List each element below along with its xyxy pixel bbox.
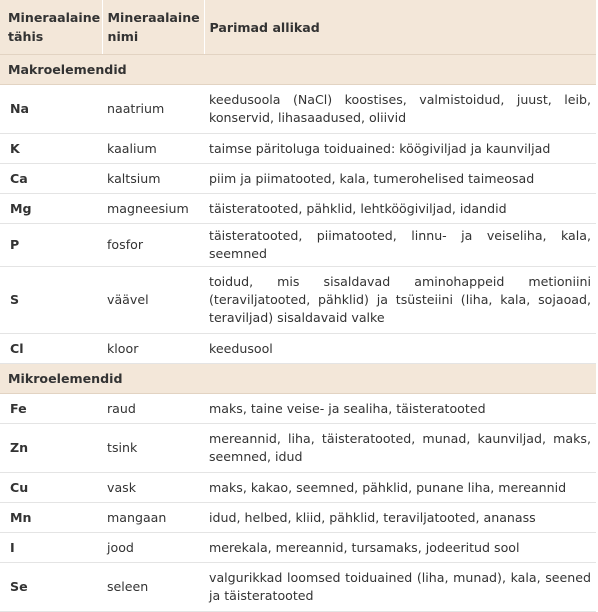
section-title-micro: Mikroelemendid [0,364,596,394]
mineral-name: tsink [102,424,204,473]
table-row [0,424,596,473]
mineral-name: jood [102,533,204,563]
section-row-micro [0,364,596,394]
mineral-symbol: S [0,267,102,334]
mineral-symbol: Se [0,563,102,612]
header-sources: Parimad allikad [204,0,596,55]
table-row [0,85,596,134]
table-row [0,134,596,164]
mineral-sources: maks, taine veise- ja sealiha, täisteratooted [204,394,596,424]
table-row [0,164,596,194]
mineral-sources: keedusool [204,334,596,364]
mineral-sources: keedusoola (NaCl) koostises, valmistoidud, juust, leib, konservid, lihasaadused, oliivid [204,85,596,134]
mineral-sources: täisteratooted, pähklid, lehtköögiviljad, idandid [204,194,596,224]
section-title-macro: Makroelemendid [0,55,596,85]
mineral-name: väävel [102,267,204,334]
mineral-symbol: Cu [0,473,102,503]
mineral-symbol: Mg [0,194,102,224]
mineral-name: kaalium [102,134,204,164]
table-row [0,334,596,364]
mineral-name: magneesium [102,194,204,224]
mineral-sources: idud, helbed, kliid, pähklid, teraviljatooted, ananass [204,503,596,533]
mineral-sources: maks, kakao, seemned, pähklid, punane liha, mereannid [204,473,596,503]
header-name: Mineraalaine nimi [102,0,204,55]
mineral-sources: valgurikkad loomsed toiduained (liha, munad), kala, seened ja täisteratooted [204,563,596,612]
mineral-sources: merekala, mereannid, tursamaks, jodeeritud sool [204,533,596,563]
table-row [0,533,596,563]
table-row [0,194,596,224]
mineral-symbol: Mn [0,503,102,533]
mineral-name: vask [102,473,204,503]
mineral-symbol: Fe [0,394,102,424]
mineral-symbol: Cl [0,334,102,364]
table-row [0,267,596,334]
mineral-name: fosfor [102,224,204,267]
mineral-name: mangaan [102,503,204,533]
mineral-symbol: Ca [0,164,102,194]
mineral-name: naatrium [102,85,204,134]
table-row [0,394,596,424]
mineral-sources: piim ja piimatooted, kala, tumerohelised taimeosad [204,164,596,194]
mineral-sources: täisteratooted, piimatooted, linnu- ja veiseliha, kala, seemned [204,224,596,267]
table-header [0,0,596,55]
mineral-symbol: I [0,533,102,563]
mineral-name: seleen [102,563,204,612]
mineral-sources: taimse päritoluga toiduained: köögiviljad ja kaunviljad [204,134,596,164]
table-row [0,503,596,533]
mineral-name: kaltsium [102,164,204,194]
table-body [0,55,596,612]
section-row-macro [0,55,596,85]
mineral-symbol: K [0,134,102,164]
table-row [0,224,596,267]
mineral-symbol: Zn [0,424,102,473]
table-row [0,563,596,612]
header-symbol: Mineraalaine tähis [0,0,102,55]
table-row [0,473,596,503]
mineral-symbol: P [0,224,102,267]
mineral-sources: toidud, mis sisaldavad aminohappeid metioniini (teraviljatooted, pähklid) ja tsüsteiini (liha, kala, sojaoad, teraviljad) sisaldavaid valke [204,267,596,334]
mineral-name: raud [102,394,204,424]
mineral-symbol: Na [0,85,102,134]
mineral-sources: mereannid, liha, täisteratooted, munad, kaunviljad, maks, seemned, idud [204,424,596,473]
mineral-name: kloor [102,334,204,364]
